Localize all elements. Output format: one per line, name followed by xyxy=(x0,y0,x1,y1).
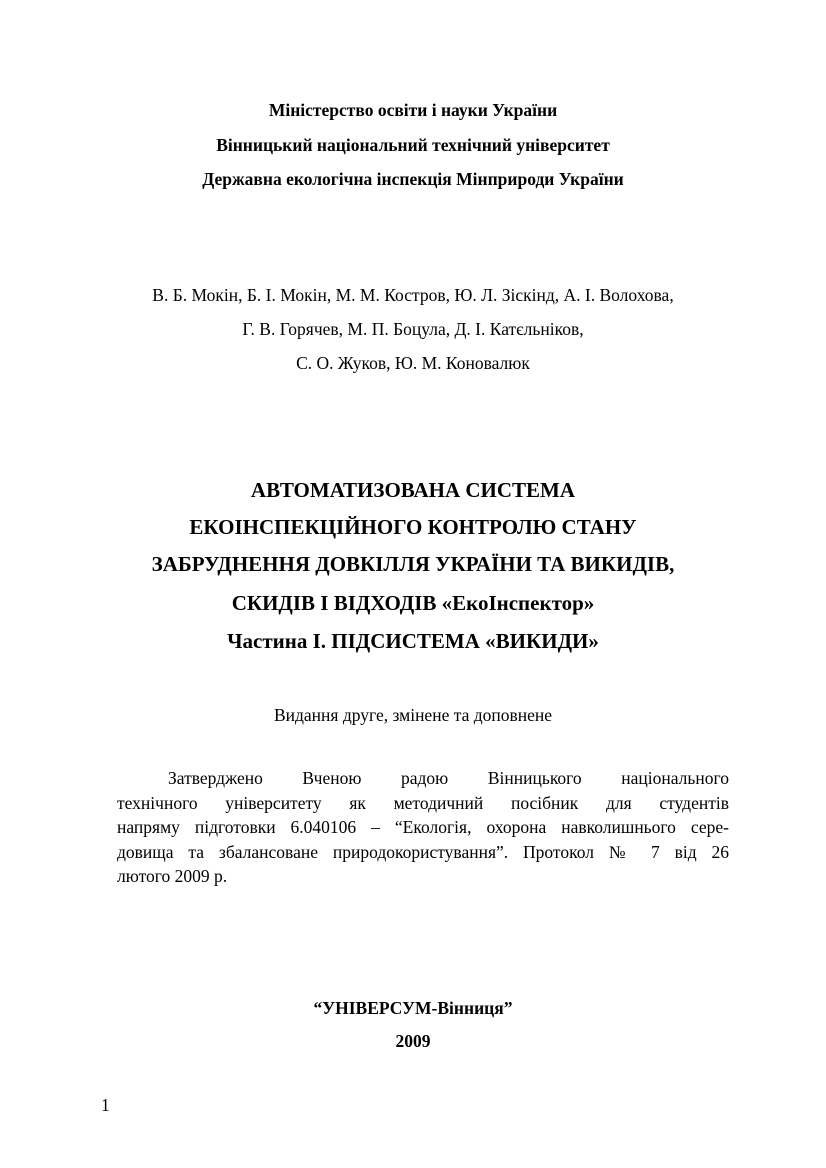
publication-year: 2009 xyxy=(395,1031,431,1051)
publisher: “УНІВЕРСУМ-Вінниця” xyxy=(313,998,513,1018)
edition-note: Видання друге, змінене та доповнене xyxy=(273,705,553,725)
title-line-1: АВТОМАТИЗОВАНА СИСТЕМА xyxy=(250,478,576,502)
authors-line-2: Г. В. Горячев, М. П. Боцула, Д. І. Катєльніков, xyxy=(242,319,584,339)
title-line-4: СКИДІВ І ВІДХОДІВ «ЕкоІнспектор» xyxy=(231,591,595,615)
page-number: 1 xyxy=(101,1095,110,1115)
title-line-3: ЗАБРУДНЕННЯ ДОВКІЛЛЯ УКРАЇНИ ТА ВИКИДІВ, xyxy=(151,552,675,576)
approval-line-2: технічного університету як методичний посібник для студентів xyxy=(117,792,729,813)
approval-line-1: Затверджено Вченою радою Вінницького національного xyxy=(168,768,729,788)
university-line: Вінницький національний технічний університет xyxy=(216,135,610,155)
inspection-line: Державна екологічна інспекція Мінприроди України xyxy=(202,169,624,189)
ministry-line: Міністерство освіти і науки України xyxy=(268,100,558,120)
title-line-5: Частина І. ПІДСИСТЕМА «ВИКИДИ» xyxy=(227,629,599,653)
approval-line-3: напряму підготовки 6.040106 – “Екологія, охорона навколишнього сере- xyxy=(117,817,729,837)
approval-line-4: довища та збалансоване природокористування”. Протокол № 7 від 26 xyxy=(117,841,729,862)
title-line-2: ЕКОІНСПЕКЦІЙНОГО КОНТРОЛЮ СТАНУ xyxy=(189,515,637,539)
approval-line-5: лютого 2009 р. xyxy=(117,866,228,886)
approval-paragraph xyxy=(117,766,729,889)
authors-line-1: В. Б. Мокін, Б. І. Мокін, М. М. Костров, Ю. Л. Зіскінд, А. І. Волохова, xyxy=(152,285,674,305)
authors-line-3: С. О. Жуков, Ю. М. Коновалюк xyxy=(296,353,530,373)
